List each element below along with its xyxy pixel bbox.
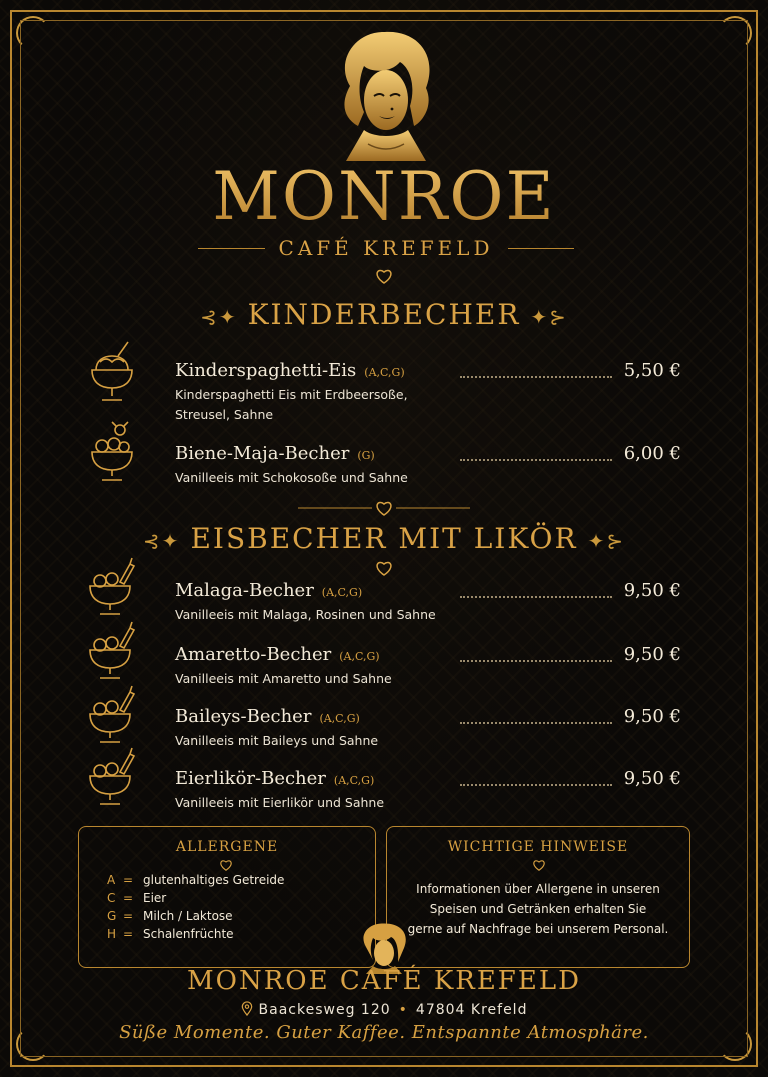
brand-subtitle-row [198,236,574,260]
monroe-portrait-icon [330,26,442,161]
item-price: 9,50 € [623,644,681,665]
dot-leader [460,451,612,461]
description-line: Vanilleeis mit Schokosoße und Sahne [175,470,408,485]
section-title-kinderbecher: ⊰✦ KINDERBECHER ✦⊱ [200,298,568,331]
item-name: Baileys-Becher [175,706,312,727]
brand-title: MONROE [0,158,768,235]
item-price: 5,50 € [623,360,681,381]
menu-item [175,706,685,751]
item-allergens: (G) [357,449,375,462]
description-line: Vanilleeis mit Eierlikör und Sahne [175,795,385,810]
item-name: Biene-Maja-Becher [175,443,350,464]
bee-sundae-icon [84,420,140,484]
allergen-row: H = Schalenfrüchte [107,927,234,941]
item-allergens: (A,C,G) [321,586,363,599]
allergen-box-title: ALLERGENE [175,839,279,855]
heart-divider-icon [298,500,470,516]
ice-cream-sundae-icon [84,340,140,404]
footer-separator: • [398,1002,408,1018]
allergen-row: A = glutenhaltiges Getreide [107,873,285,887]
description-line: Vanilleeis mit Amaretto und Sahne [175,671,392,686]
heart-icon [532,859,546,871]
footer-city: 47804 Krefeld [415,1002,528,1018]
ornament-icon: ✦⊱ [587,528,626,553]
heart-icon [375,268,393,284]
item-price: 9,50 € [623,768,681,789]
footer-title: MONROE CAFÉ KREFELD [187,966,581,996]
liqueur-sundae-icon [84,744,140,808]
note-line: Speisen und Getränken erhalten Sie [429,902,647,916]
item-name: Eierlikör-Becher [175,768,326,789]
dot-leader [460,652,612,662]
heart-icon [375,560,393,576]
item-name: Malaga-Becher [175,580,314,601]
item-price: 6,00 € [623,443,681,464]
ornament-icon: ⊰✦ [142,528,181,553]
item-price: 9,50 € [623,580,681,601]
menu-item [175,580,685,625]
item-description [175,793,685,813]
item-name: Amaretto-Becher [175,644,332,665]
note-line: Informationen über Allergene in unseren [416,882,660,896]
item-description [175,385,685,425]
ornament-icon: ✦⊱ [530,304,568,329]
description-line: Kinderspaghetti Eis mit Erdbeersoße, [175,387,408,402]
allergen-box [78,826,376,968]
section-title-eisbecher-mit-likoer: ⊰✦ EISBECHER MIT LIKÖR ✦⊱ [142,522,626,555]
dot-leader [460,776,612,786]
item-name: Kinderspaghetti-Eis [175,360,357,381]
allergen-row: G = Milch / Laktose [107,909,233,923]
dot-leader [460,588,612,598]
notes-text [401,879,675,939]
heart-icon [219,859,233,871]
liqueur-sundae-icon [84,618,140,682]
menu-item [175,360,685,425]
description-line: Vanilleeis mit Baileys und Sahne [175,733,379,748]
location-pin-icon [241,1001,253,1016]
item-allergens: (A,C,G) [364,366,405,379]
notes-box [386,826,690,968]
dot-leader [460,714,612,724]
rule-line [198,248,265,249]
menu-item [175,443,685,488]
footer-tagline: Süße Momente. Guter Kaffee. Entspannte Atmosphäre. [119,1022,649,1043]
liqueur-sundae-icon [84,554,140,618]
description-line: Vanilleeis mit Malaga, Rosinen und Sahne [175,607,436,622]
item-description [175,669,685,689]
rule-line [508,248,575,249]
item-allergens: (A,C,G) [333,774,375,787]
notes-box-title: WICHTIGE HINWEISE [447,839,629,855]
allergen-row: C = Eier [107,891,167,905]
footer-address [0,1001,768,1018]
ornament-icon: ⊰✦ [200,304,238,329]
item-allergens: (A,C,G) [319,712,360,725]
footer-street: Baackesweg 120 [258,1002,391,1018]
item-price: 9,50 € [623,706,681,727]
note-line: gerne auf Nachfrage bei unserem Personal. [407,922,669,936]
item-description [175,468,685,488]
menu-item [175,768,685,813]
liqueur-sundae-icon [84,682,140,746]
brand-subtitle: CAFÉ KREFELD [278,236,494,260]
item-description [175,605,685,625]
menu-item [175,644,685,689]
item-allergens: (A,C,G) [339,650,380,663]
dot-leader [460,368,612,378]
description-line: Streusel, Sahne [175,407,274,422]
item-description [175,731,685,751]
